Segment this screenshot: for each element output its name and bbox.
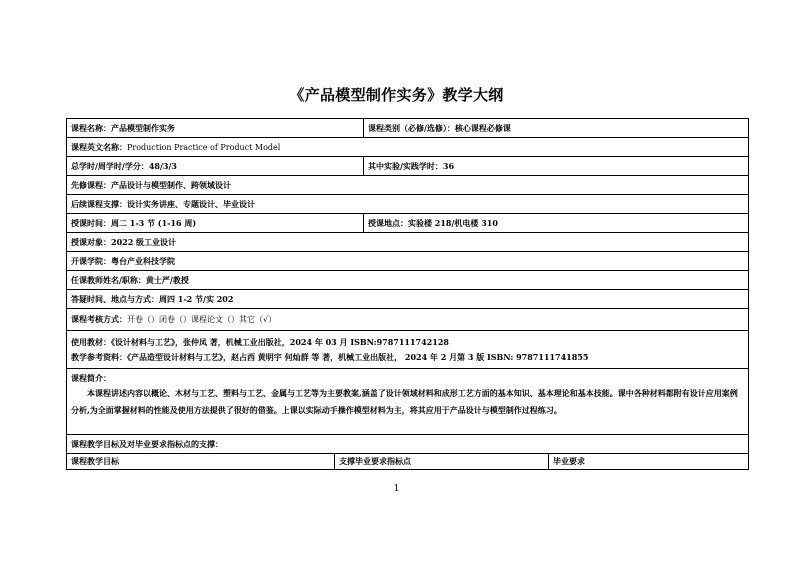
location-value: 实验楼 218/机电楼 310: [408, 217, 498, 228]
assessment-label: 课程考核方式：: [71, 314, 127, 324]
intro-label: 课程简介：: [71, 373, 111, 383]
objectives-col-indicator: 支撑毕业要求指标点: [335, 454, 549, 470]
row-college: [67, 252, 749, 271]
qa-cell: [67, 290, 749, 309]
objectives-col-goal: 课程教学目标: [67, 454, 335, 470]
page-number: 1: [393, 484, 400, 494]
teacher-value: 黄士严/教授: [145, 274, 189, 285]
intro-cell: [67, 369, 749, 435]
hours-cell: [67, 157, 364, 176]
row-materials: [67, 331, 749, 369]
assessment-cell: [67, 309, 749, 331]
course-name-value: 产品模型制作实务: [111, 122, 175, 133]
page-title: 《产品模型制作实务》教学大纲: [289, 86, 504, 104]
english-name-label: 课程英文名称：: [71, 141, 127, 152]
follow-up-cell: [67, 195, 749, 214]
row-audience: [67, 233, 749, 252]
objectives-heading-cell: 课程教学目标及对毕业要求指标点的支撑：: [67, 435, 749, 454]
location-label: 授课地点：: [368, 217, 408, 228]
qa-value: 周四 1-2 节/实 202: [159, 293, 234, 304]
row-prerequisite: [67, 176, 749, 195]
hours-label: 总学时/周学时/学分：: [71, 160, 149, 171]
assessment-value: 开卷（）闭卷（）课程论文（）其它（√）: [127, 315, 277, 324]
row-objectives-heading: [67, 435, 749, 454]
lab-hours-value: 36: [442, 160, 455, 171]
lab-hours-cell: [364, 157, 749, 176]
teacher-label: 任课教师姓名/职称：: [71, 274, 146, 285]
row-hours: [67, 157, 749, 176]
time-label: 授课时间：: [71, 217, 111, 228]
syllabus-table: [66, 118, 749, 470]
row-teacher: [67, 271, 749, 290]
references-label: 教学参考资料：: [71, 351, 127, 362]
english-name-value: Production Practice of Product Model: [127, 142, 281, 152]
textbook-value: 《设计材料与工艺》，张仲凤 著，机械工业出版社，2024 年 03 月 ISBN:9787111742128: [111, 336, 449, 347]
location-cell: [364, 214, 749, 233]
row-time-location: [67, 214, 749, 233]
intro-body: 本课程讲述内容以概论、木材与工艺、塑料与工艺、金属与工艺等为主要教案,涵盖了设计领域材料和成形工艺方面的基本知识、基本理论和基本技能。课中各种材料都附有设计应用案例分析,为全面掌握材料的性能及使用方法提供了很好的借鉴。上课以实际动手操作模型材料为主，将其应用于产品设计与模型制作过程练习。: [71, 388, 738, 415]
college-value: 粤台产业科技学院: [111, 255, 175, 266]
prerequisite-value: 产品设计与模型制作、跨领域设计: [111, 179, 231, 190]
time-cell: [67, 214, 364, 233]
prerequisite-cell: [67, 176, 749, 195]
objectives-header-row: [67, 454, 749, 470]
row-follow-up: [67, 195, 749, 214]
references-line: [71, 350, 744, 365]
textbook-line: [71, 335, 744, 350]
college-cell: [67, 252, 749, 271]
row-qa: [67, 290, 749, 309]
teacher-cell: [67, 271, 749, 290]
row-english-name: [67, 138, 749, 157]
references-value: 《产品造型设计材料与工艺》，赵占西 黄明宇 何灿群 等 著，机械工业出版社， 2024 年 2 月第 3 版 ISBN: 9787111741855: [127, 351, 589, 362]
row-course-name: [67, 119, 749, 138]
course-category-cell: [364, 119, 749, 138]
course-category-value: 核心课程必修课: [454, 122, 511, 133]
objectives-col-requirement: 毕业要求: [549, 454, 749, 470]
audience-value: 2022 级工业设计: [111, 236, 177, 247]
course-category-label: 课程类别（必修/选修）：: [368, 122, 455, 133]
time-value: 周二 1-3 节 (1-16 周): [111, 217, 197, 228]
english-name-cell: [67, 138, 749, 157]
follow-up-value: 设计实务讲座、专题设计、毕业设计: [127, 198, 255, 209]
course-name-cell: [67, 119, 364, 138]
textbook-label: 使用教材：: [71, 336, 111, 347]
row-intro: [67, 369, 749, 435]
qa-label: 答疑时间、地点与方式：: [71, 293, 159, 304]
prerequisite-label: 先修课程：: [71, 179, 111, 190]
audience-cell: [67, 233, 749, 252]
row-assessment: [67, 309, 749, 331]
follow-up-label: 后续课程支撑：: [71, 198, 127, 209]
lab-hours-label: 其中实验/实践学时：: [368, 160, 443, 171]
college-label: 开课学院：: [71, 255, 111, 266]
course-name-label: 课程名称：: [71, 122, 111, 133]
audience-label: 授课对象：: [71, 236, 111, 247]
materials-cell: [67, 331, 749, 369]
hours-value: 48/3/3: [148, 160, 177, 171]
